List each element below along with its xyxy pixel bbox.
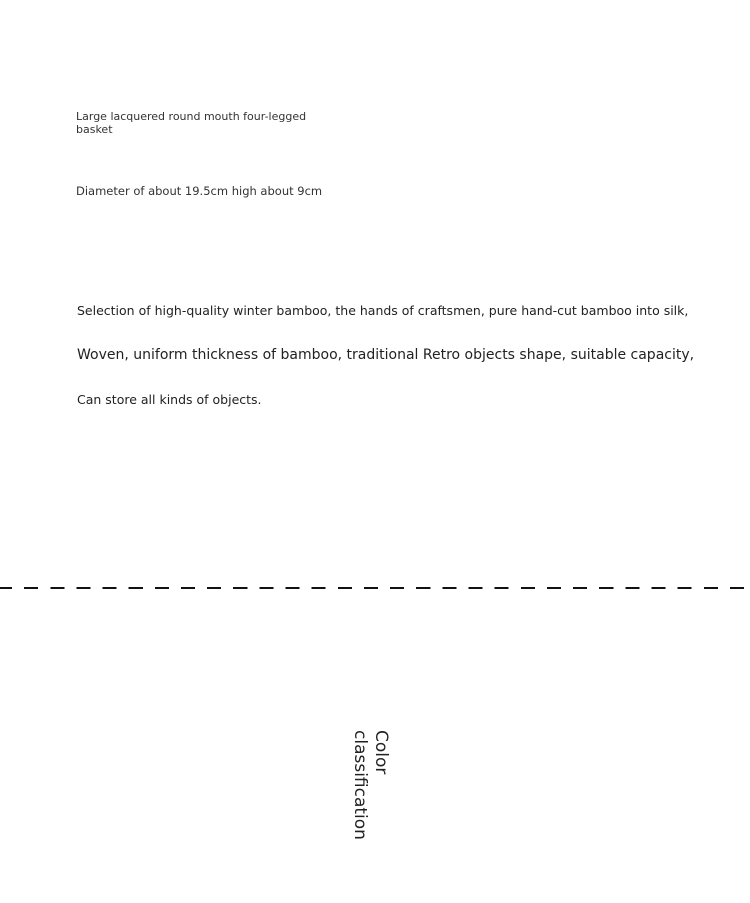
color-classification-heading: Color classification: [350, 730, 391, 840]
product-dimensions: Diameter of about 19.5cm high about 9cm: [76, 184, 323, 198]
description-line-1: Selection of high-quality winter bamboo, the hands of craftsmen, pure hand-cut bamboo into silk,: [77, 303, 689, 318]
dashed-divider: [0, 587, 750, 589]
description-line-3: Can store all kinds of objects.: [77, 392, 262, 407]
product-title: Large lacquered round mouth four-legged basket: [76, 110, 307, 136]
description-line-2: Woven, uniform thickness of bamboo, traditional Retro objects shape, suitable capacity,: [77, 347, 695, 363]
